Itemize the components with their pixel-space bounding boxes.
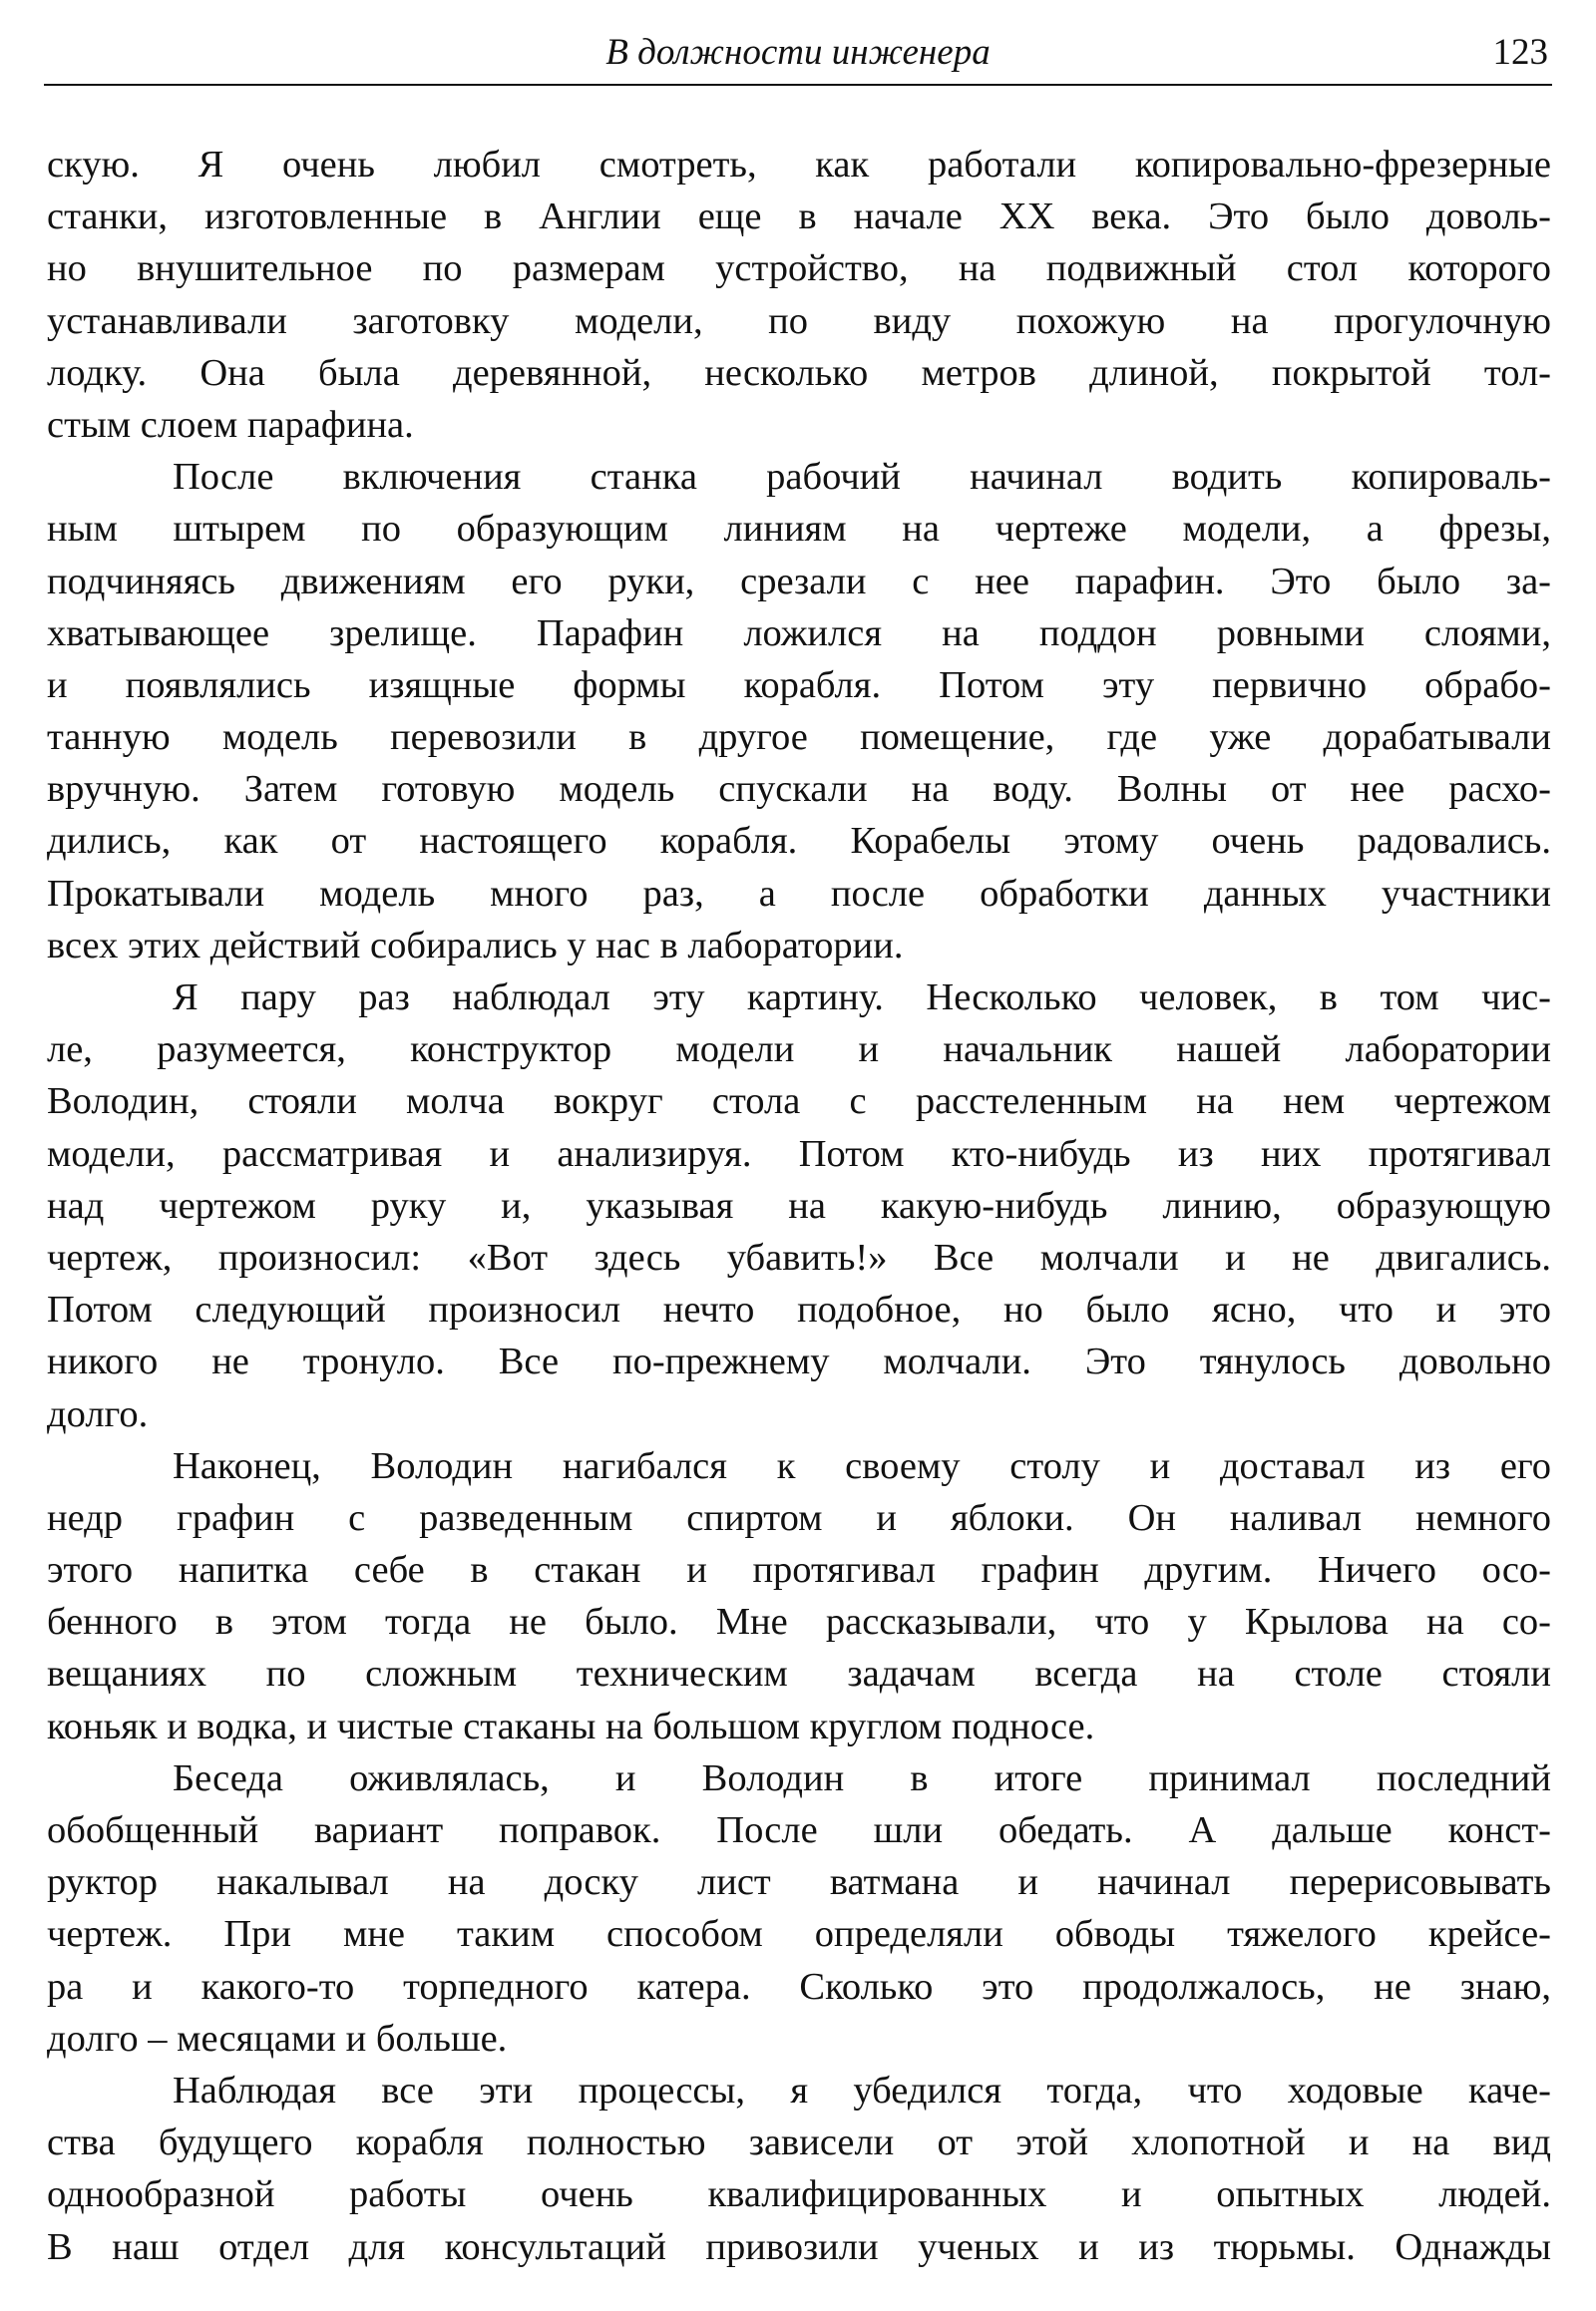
text-line: Беседа оживлялась, и Володин в итоге принимал последний <box>173 1756 1551 1799</box>
text-line: Наблюдая все эти процессы, я убедился тогда, что ходовые каче- <box>173 2069 1551 2112</box>
text-line: всех этих действий собирались у нас в лаборатории. <box>47 924 904 966</box>
text-line: станки, изготовленные в Англии еще в начале XX века. Это было доволь- <box>47 195 1551 238</box>
paragraph <box>47 1752 1551 2065</box>
text-line: и появлялись изящные формы корабля. Потом эту первично обрабо- <box>47 663 1551 706</box>
text-line: над чертежом руку и, указывая на какую-нибудь линию, образующую <box>47 1184 1551 1227</box>
text-line: ным штырем по образующим линиям на чертеже модели, а фрезы, <box>47 508 1551 551</box>
text-line: В наш отдел для консультаций привозили ученых и из тюрьмы. Однажды <box>47 2225 1551 2268</box>
text-line: недр графин с разведенным спиртом и яблоки. Он наливал немного <box>47 1496 1551 1539</box>
text-line: дились, как от настоящего корабля. Корабелы этому очень радовались. <box>47 820 1551 863</box>
text-line: руктор накалывал на доску лист ватмана и начинал перерисовывать <box>47 1861 1551 1904</box>
text-line: хватывающее зрелище. Парафин ложился на поддон ровными слоями, <box>47 611 1551 654</box>
text-line: ле, разумеется, конструктор модели и начальник нашей лаборатории <box>47 1028 1551 1071</box>
text-line: Я пару раз наблюдал эту картину. Несколько человек, в том чис- <box>173 976 1551 1018</box>
text-line: ства будущего корабля полностью зависели от этой хлопотной и на вид <box>47 2121 1551 2164</box>
text-line: чертеж. При мне таким способом определяли обводы тяжелого крейсе- <box>47 1913 1551 1956</box>
text-line: вручную. Затем готовую модель спускали на воду. Волны от нее расхо- <box>47 768 1551 811</box>
paragraph <box>47 2065 1551 2273</box>
text-line: Потом следующий произносил нечто подобное, но было ясно, что и это <box>47 1289 1551 1332</box>
text-line: долго – месяцами и больше. <box>47 2017 508 2060</box>
chapter-title: В должности инженера <box>605 32 991 73</box>
text-line: долго. <box>47 1392 149 1435</box>
text-line: подчиняясь движениям его руки, срезали с нее парафин. Это было за- <box>47 560 1551 602</box>
text-line: После включения станка рабочий начинал водить копироваль- <box>173 456 1551 499</box>
text-line: коньяк и водка, и чистые стаканы на большом круглом подносе. <box>47 1705 1095 1747</box>
paragraph <box>47 1440 1551 1752</box>
text-line: скую. Я очень любил смотреть, как работали копировально-фрезерные <box>47 144 1551 186</box>
text-line: никого не тронуло. Все по-прежнему молчали. Это тянулось довольно <box>47 1341 1551 1383</box>
paragraph <box>47 139 1551 451</box>
text-line: модели, рассматривая и анализируя. Потом кто-нибудь из них протягивал <box>47 1132 1551 1175</box>
text-line: этого напитка себе в стакан и протягивал графин другим. Ничего осо- <box>47 1549 1551 1592</box>
text-line: лодку. Она была деревянной, несколько метров длиной, покрытой тол- <box>47 351 1551 394</box>
text-line: устанавливали заготовку модели, по виду похожую на прогулочную <box>47 299 1551 342</box>
page-number: 123 <box>1492 32 1548 73</box>
paragraph <box>47 971 1551 1440</box>
text-line: танную модель перевозили в другое помещение, где уже дорабатывали <box>47 716 1551 759</box>
text-line: но внушительное по размерам устройство, на подвижный стол которого <box>47 247 1551 290</box>
text-line: однообразной работы очень квалифицированных и опытных людей. <box>47 2173 1551 2216</box>
text-line: вещаниях по сложным техническим задачам всегда на столе стояли <box>47 1653 1551 1696</box>
text-line: бенного в этом тогда не было. Мне рассказывали, что у Крылова на со- <box>47 1601 1551 1644</box>
paragraph <box>47 451 1551 971</box>
text-line: стым слоем парафина. <box>47 403 414 446</box>
text-line: ра и какого-то торпедного катера. Сколько это продолжалось, не знаю, <box>47 1965 1551 2008</box>
text-line: чертеж, произносил: «Вот здесь убавить!» Все молчали и не двигались. <box>47 1236 1551 1279</box>
text-line: Прокатывали модель много раз, а после обработки данных участники <box>47 872 1551 915</box>
text-line: Володин, стояли молча вокруг стола с расстеленным на нем чертежом <box>47 1080 1551 1123</box>
body-text <box>47 139 1551 2273</box>
running-header <box>44 24 1552 86</box>
text-line: Наконец, Володин нагибался к своему столу и доставал из его <box>173 1444 1551 1487</box>
text-line: обобщенный вариант поправок. После шли обедать. А дальше конст- <box>47 1809 1551 1851</box>
